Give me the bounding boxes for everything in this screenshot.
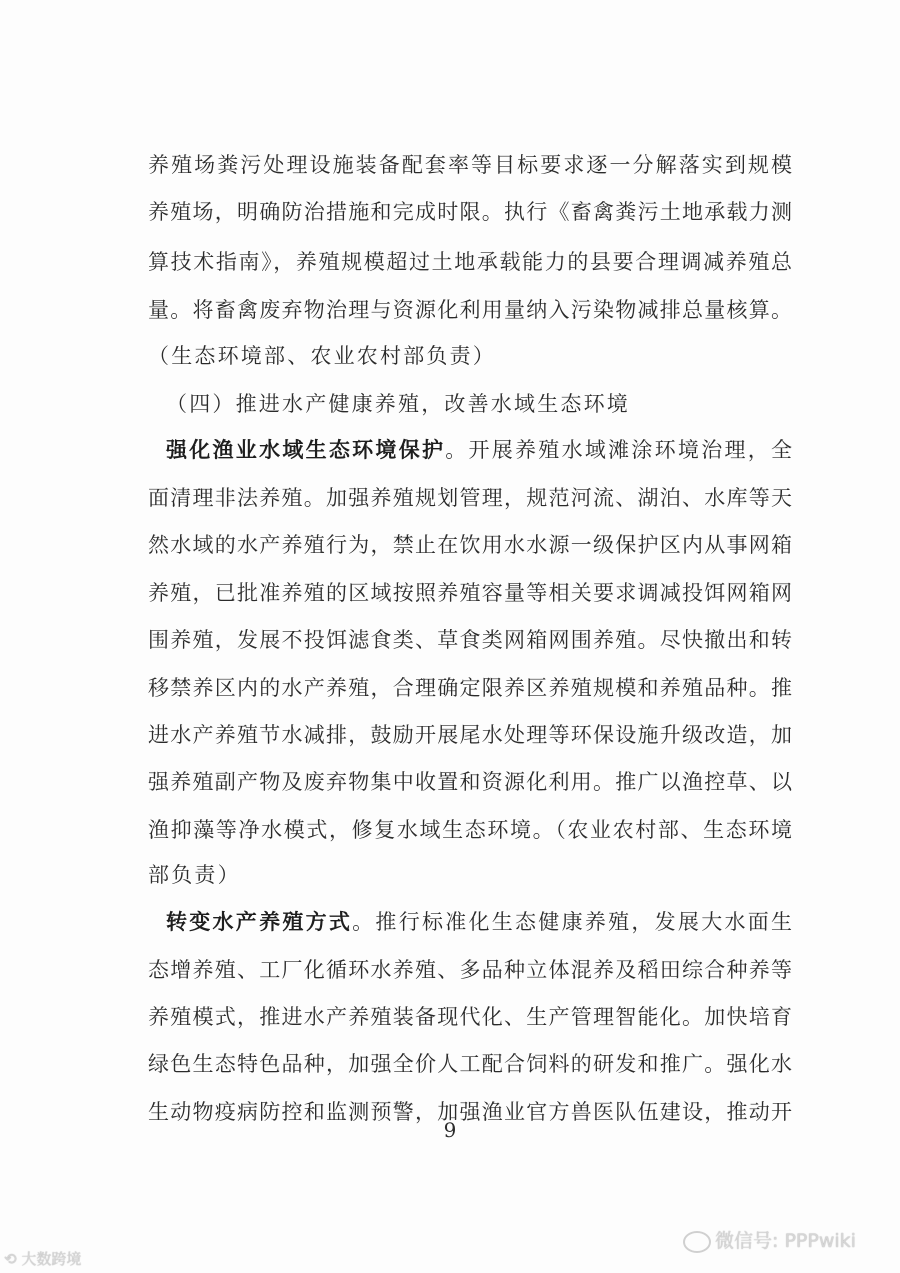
text-line: 养殖场，明确防治措施和完成时限。执行《畜禽粪污土地承载力测 bbox=[148, 200, 792, 224]
text-line: 养殖，已批准养殖的区域按照养殖容量等相关要求调减投饵网箱网 bbox=[148, 581, 792, 605]
section-heading: （四）推进水产健康养殖，改善水域生态环境 bbox=[166, 392, 630, 416]
text-line: （生态环境部、农业农村部负责） bbox=[148, 344, 496, 368]
text-segment: 。推行标准化生态健康养殖，发展大水面生 bbox=[352, 910, 793, 934]
wechat-icon bbox=[683, 1231, 711, 1253]
text-line: 面清理非法养殖。加强养殖规划管理，规范河流、湖泊、水库等天 bbox=[148, 486, 792, 510]
text-line: 算技术指南》，养殖规模超过土地承载能力的县要合理调减养殖总 bbox=[148, 250, 792, 274]
text-line: 态增养殖、工厂化循环水养殖、多品种立体混养及稻田综合种养等 bbox=[148, 958, 792, 982]
text-line bbox=[166, 436, 792, 464]
watermark-wechat-text: 微信号: PPPwiki bbox=[715, 1230, 856, 1252]
text-segment: 。开展养殖水域滩涂环境治理，全 bbox=[445, 438, 793, 462]
page-number: 9 bbox=[443, 1118, 457, 1142]
text-line: 量。将畜禽废弃物治理与资源化利用量纳入污染物减排总量核算。 bbox=[148, 298, 792, 322]
text-line: 绿色生态特色品种，加强全价人工配合饲料的研发和推广。强化水 bbox=[148, 1052, 792, 1076]
text-line: 然水域的水产养殖行为，禁止在饮用水水源一级保护区内从事网箱 bbox=[148, 533, 792, 557]
text-line: 渔抑藻等净水模式，修复水域生态环境。（农业农村部、生态环境 bbox=[148, 818, 792, 842]
watermark-logo bbox=[4, 1248, 81, 1269]
text-line bbox=[166, 908, 792, 936]
text-line: 强养殖副产物及废弃物集中收置和资源化利用。推广以渔控草、以 bbox=[148, 770, 792, 794]
text-line: 生动物疫病防控和监测预警，加强渔业官方兽医队伍建设，推动开 bbox=[148, 1100, 792, 1124]
text-line: 部负责） bbox=[148, 863, 241, 887]
paragraph-lead: 强化渔业水域生态环境保护 bbox=[166, 437, 446, 462]
text-line: 进水产养殖节水减排，鼓励开展尾水处理等环保设施升级改造，加 bbox=[148, 723, 792, 747]
text-line: 移禁养区内的水产养殖，合理确定限养区养殖规模和养殖品种。推 bbox=[148, 676, 792, 700]
text-line: 围养殖，发展不投饵滤食类、草食类网箱网围养殖。尽快撤出和转 bbox=[148, 628, 792, 652]
text-line: 养殖场粪污处理设施装备配套率等目标要求逐一分解落实到规模 bbox=[148, 153, 792, 177]
paragraph-lead: 转变水产养殖方式 bbox=[166, 909, 353, 934]
logo-icon: ⟲ bbox=[4, 1250, 17, 1268]
text-line: 养殖模式，推进水产养殖装备现代化、生产管理智能化。加快培育 bbox=[148, 1005, 792, 1029]
watermark-wechat bbox=[683, 1226, 856, 1253]
watermark-logo-text: 大数跨境 bbox=[21, 1250, 82, 1268]
